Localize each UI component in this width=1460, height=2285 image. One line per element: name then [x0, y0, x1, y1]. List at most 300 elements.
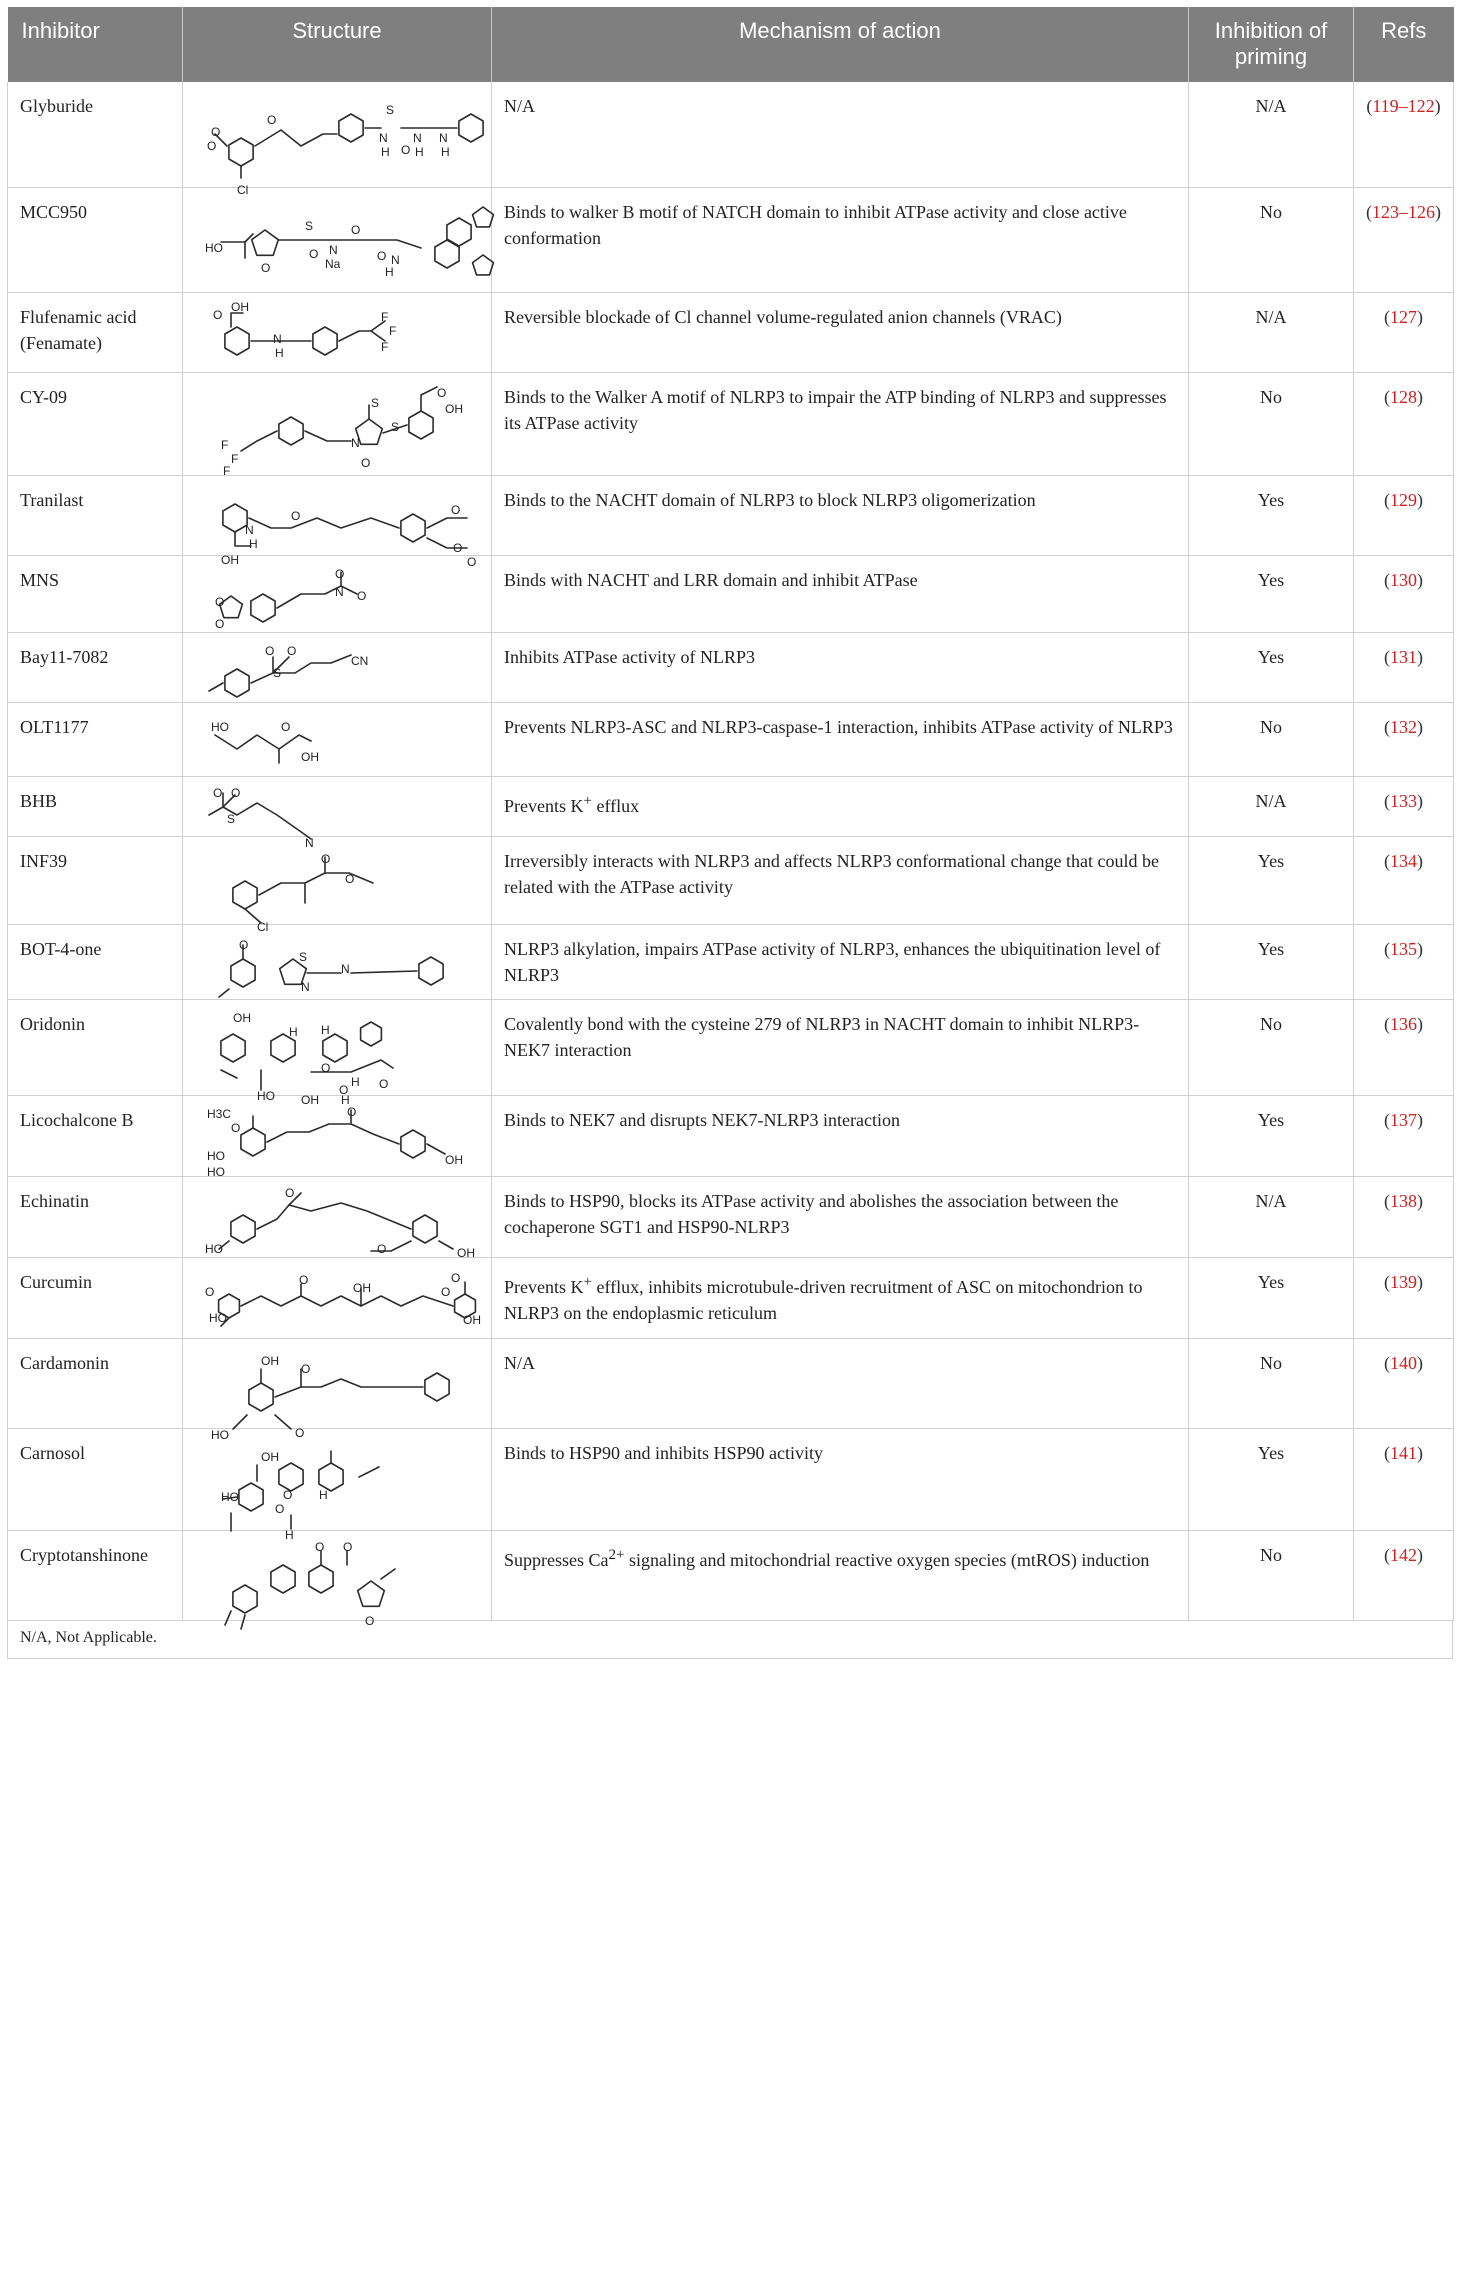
ring-bond — [419, 957, 443, 985]
atom-label: O — [275, 1501, 285, 1516]
structure-cell — [183, 702, 492, 776]
atom-label: S — [305, 218, 314, 233]
chemical-structure — [191, 843, 483, 934]
ring-bond — [435, 240, 459, 268]
atom-label: O — [321, 851, 331, 866]
inhibitor-name: BHB — [8, 776, 183, 836]
atom-label: OH — [301, 1092, 319, 1107]
atom-label: Cl — [257, 919, 269, 934]
priming-cell: Yes — [1189, 555, 1354, 632]
ref-cell: (127) — [1354, 292, 1454, 372]
chemical-structure — [191, 379, 483, 478]
ref-cell: (128) — [1354, 372, 1454, 475]
chain-bond — [351, 971, 417, 973]
structure-cell — [183, 187, 492, 292]
header-inhibitor: Inhibitor — [8, 7, 183, 82]
mechanism-text: Suppresses Ca — [504, 1549, 609, 1570]
mechanism-cell: Binds to HSP90, blocks its ATPase activity and abolishes the association between the cochaperone SGT1 and HSP90-NLRP3 — [492, 1176, 1189, 1257]
atom-label: S — [273, 665, 282, 680]
chain-bond — [339, 321, 385, 341]
atom-label: O — [365, 1613, 375, 1628]
inhibitor-name: INF39 — [8, 836, 183, 924]
mechanism-cell — [492, 1257, 1189, 1338]
mechanism-cell: Binds to the Walker A motif of NLRP3 to impair the ATP binding of NLRP3 and suppresses its ATPase activity — [492, 372, 1189, 475]
inhibitor-name: MNS — [8, 555, 183, 632]
ref-cell: (130) — [1354, 555, 1454, 632]
atom-label: HO — [205, 240, 223, 255]
atom-label: N — [245, 522, 254, 537]
ring-bond — [225, 327, 249, 355]
atom-label: O — [315, 1539, 325, 1554]
ref-link[interactable]: 133 — [1390, 790, 1417, 811]
atom-label: H — [275, 345, 284, 360]
mechanism-cell: Binds to NEK7 and disrupts NEK7-NLRP3 interaction — [492, 1095, 1189, 1176]
mechanism-cell: Binds to walker B motif of NATCH domain to inhibit ATPase activity and close active conformation — [492, 187, 1189, 292]
chain-bond — [289, 1203, 411, 1229]
chain-bond — [231, 313, 243, 327]
ref-link[interactable]: 119–122 — [1372, 96, 1435, 116]
chain-bond — [275, 1379, 423, 1397]
atom-label: S — [391, 419, 400, 434]
priming-cell: N/A — [1189, 82, 1354, 187]
ring-bond — [252, 230, 279, 255]
atom-label: O — [441, 1284, 451, 1299]
atom-label: O — [287, 643, 297, 658]
ring-bond — [361, 1022, 382, 1046]
chain-bond — [259, 873, 373, 895]
atom-label: O — [357, 588, 367, 603]
atom-label: S — [371, 395, 380, 410]
atom-label: H — [289, 1024, 298, 1039]
chemical-structure — [191, 639, 483, 701]
atom-label: O — [295, 1425, 305, 1440]
atom-label: O — [309, 246, 319, 261]
atom-label: O — [347, 1104, 357, 1119]
ref-link[interactable]: 142 — [1390, 1544, 1417, 1565]
atom-label: O — [231, 785, 241, 800]
atom-label: OH — [457, 1245, 475, 1260]
chain-bond — [209, 683, 223, 691]
atom-label: O — [265, 643, 275, 658]
atom-label: O — [239, 937, 249, 952]
table-row — [8, 1176, 1454, 1257]
atom-label: HO — [207, 1164, 225, 1179]
atom-label: OH — [261, 1353, 279, 1368]
atom-label: O — [215, 594, 225, 609]
ref-link[interactable]: 123–126 — [1372, 201, 1435, 222]
atom-label: F — [231, 451, 239, 466]
structure-cell — [183, 999, 492, 1107]
atom-label: O — [437, 385, 447, 400]
atom-label: S — [299, 949, 308, 964]
priming-cell: N/A — [1189, 776, 1354, 836]
chain-bond — [421, 387, 437, 411]
atom-label: OH — [221, 552, 239, 567]
ring-bond — [251, 594, 275, 622]
atom-label: O — [261, 260, 271, 275]
chain-bond — [215, 735, 311, 749]
inhibitor-name: BOT-4-one — [8, 924, 183, 999]
chemical-structure — [191, 482, 483, 569]
atom-label: OH — [231, 299, 249, 314]
structure-cell — [183, 1338, 492, 1442]
ring-bond — [323, 1034, 347, 1062]
ring-bond — [473, 207, 494, 227]
atom-label: H — [441, 145, 450, 159]
structure-cell — [183, 1092, 492, 1179]
atom-label: OH — [261, 1449, 279, 1464]
atom-label: N — [413, 131, 422, 145]
priming-cell: Yes — [1189, 1257, 1354, 1338]
chain-bond — [209, 803, 311, 839]
ref-cell: (134) — [1354, 836, 1454, 924]
table-row — [8, 1257, 1454, 1338]
structure-cell — [183, 82, 492, 197]
table-row — [8, 372, 1454, 475]
mechanism-cell: Irreversibly interacts with NLRP3 and affects NLRP3 conformational change that could be related with the ATPase activity — [492, 836, 1189, 924]
atom-label: H — [319, 1487, 328, 1502]
chemical-structure — [191, 1183, 483, 1260]
mechanism-cell: Binds to the NACHT domain of NLRP3 to block NLRP3 oligomerization — [492, 475, 1189, 555]
inhibitor-name: Tranilast — [8, 475, 183, 555]
inhibitor-name: Cryptotanshinone — [8, 1530, 183, 1620]
mechanism-cell: NLRP3 alkylation, impairs ATPase activity of NLRP3, enhances the ubiquitination level of NLRP3 — [492, 924, 1189, 999]
mechanism-cell: Binds to HSP90 and inhibits HSP90 activity — [492, 1428, 1189, 1530]
atom-label: N — [335, 584, 344, 599]
ring-bond — [401, 1130, 425, 1158]
atom-label: OH — [233, 1010, 251, 1025]
chemical-structure — [191, 1537, 483, 1628]
atom-label: OH — [301, 749, 319, 764]
ref-link[interactable]: 141 — [1390, 1442, 1417, 1463]
atom-label: O — [301, 1361, 311, 1376]
inhibitor-name: Bay11-7082 — [8, 632, 183, 702]
chain-bond — [381, 1569, 395, 1579]
chain-bond — [255, 130, 337, 146]
inhibitor-name: Flufenamic acid (Fenamate) — [8, 292, 183, 372]
ring-bond — [233, 1585, 257, 1613]
atom-label: H — [351, 1074, 360, 1089]
atom-label: N — [391, 252, 400, 267]
atom-label: O — [267, 113, 277, 127]
chain-bond — [251, 655, 351, 683]
atom-label: O — [451, 1270, 461, 1285]
ref-link[interactable]: 127 — [1390, 306, 1417, 327]
mechanism-cell: Prevents NLRP3-ASC and NLRP3-caspase-1 interaction, inhibits ATPase activity of NLRP3 — [492, 702, 1189, 776]
atom-label: O — [283, 1487, 293, 1502]
atom-label: N — [379, 131, 388, 145]
chain-bond — [439, 1241, 453, 1249]
ref-cell: (136) — [1354, 999, 1454, 1095]
chemical-structure — [191, 194, 483, 291]
chain-bond — [241, 1296, 453, 1306]
priming-cell: Yes — [1189, 1095, 1354, 1176]
inhibitor-name: Cardamonin — [8, 1338, 183, 1428]
chain-bond — [241, 431, 277, 451]
structure-cell — [183, 552, 492, 632]
chain-bond — [249, 518, 399, 528]
ref-link[interactable]: 132 — [1390, 716, 1417, 737]
chemical-structure — [191, 88, 483, 197]
atom-label: O — [377, 248, 387, 263]
priming-cell: Yes — [1189, 1428, 1354, 1530]
atom-label: CN — [351, 653, 369, 668]
chemical-structure — [191, 783, 483, 850]
atom-label: O — [339, 1082, 349, 1097]
inhibitor-name: Curcumin — [8, 1257, 183, 1338]
mechanism-text: efflux, inhibits microtubule-driven recruitment of ASC on mitochondrion to NLRP3 on the endoplasmic reticulum — [504, 1276, 1143, 1323]
ref-link[interactable]: 136 — [1390, 1013, 1417, 1034]
atom-label: S — [386, 103, 395, 117]
priming-cell: Yes — [1189, 836, 1354, 924]
priming-cell: Yes — [1189, 632, 1354, 702]
ref-cell: (131) — [1354, 632, 1454, 702]
atom-label: N — [341, 961, 350, 976]
mechanism-cell: N/A — [492, 82, 1189, 187]
ref-link[interactable]: 139 — [1390, 1271, 1417, 1292]
ring-bond — [319, 1463, 343, 1491]
priming-cell: N/A — [1189, 292, 1354, 372]
chemical-structure — [191, 931, 483, 998]
atom-label: O — [345, 871, 355, 886]
ref-link[interactable]: 128 — [1390, 386, 1417, 407]
ref-link[interactable]: 131 — [1390, 646, 1417, 667]
atom-label: N — [351, 435, 360, 450]
priming-cell: No — [1189, 1338, 1354, 1428]
header-priming: Inhibition of priming — [1189, 7, 1354, 82]
atom-label: O — [231, 1120, 241, 1135]
ref-link[interactable]: 137 — [1390, 1109, 1417, 1130]
mechanism-superscript: + — [583, 1273, 592, 1290]
atom-label: HO — [211, 1427, 229, 1442]
chain-bond — [267, 1124, 399, 1144]
chain-bond — [275, 1415, 291, 1429]
mechanism-cell — [492, 776, 1189, 836]
structure-cell — [183, 1425, 492, 1542]
chemical-structure — [191, 1435, 483, 1542]
chemical-structure — [191, 1264, 483, 1337]
atom-label: OH — [353, 1280, 371, 1295]
table-row — [8, 475, 1454, 555]
atom-label: O — [343, 1539, 353, 1554]
atom-label: O — [285, 1185, 295, 1200]
ref-cell: (142) — [1354, 1530, 1454, 1620]
inhibitor-name: OLT1177 — [8, 702, 183, 776]
ref-cell: (140) — [1354, 1338, 1454, 1428]
header-structure: Structure — [183, 7, 492, 82]
atom-label: O — [453, 540, 463, 555]
table-row — [8, 82, 1454, 187]
mechanism-cell: Binds with NACHT and LRR domain and inhibit ATPase — [492, 555, 1189, 632]
chain-bond — [427, 518, 467, 528]
atom-label: OH — [445, 1152, 463, 1167]
ref-link[interactable]: 134 — [1390, 850, 1417, 871]
chemical-structure — [191, 709, 483, 775]
ring-bond — [221, 1034, 245, 1062]
chemical-structure — [191, 1345, 483, 1442]
ref-cell: (141) — [1354, 1428, 1454, 1530]
ring-bond — [239, 1483, 263, 1511]
inhibitor-table — [7, 7, 1454, 1628]
atom-label: H — [249, 536, 258, 551]
atom-label: O — [281, 719, 291, 734]
structure-cell — [183, 924, 492, 999]
table-row — [8, 555, 1454, 632]
mechanism-text: efflux — [591, 795, 640, 816]
ring-bond — [223, 504, 247, 532]
table-row — [8, 1428, 1454, 1530]
structure-cell — [183, 1257, 492, 1338]
atom-label: H3C — [207, 1106, 232, 1121]
atom-label: HO — [207, 1148, 225, 1163]
ring-bond — [356, 419, 383, 444]
ring-bond — [401, 514, 425, 542]
ref-cell: (132) — [1354, 702, 1454, 776]
priming-cell: No — [1189, 1530, 1354, 1620]
atom-label: N — [273, 331, 282, 346]
atom-label: F — [381, 339, 389, 354]
ref-link[interactable]: 130 — [1390, 569, 1417, 590]
atom-label: HO — [205, 1241, 223, 1256]
ring-bond — [225, 669, 249, 697]
chain-bond — [279, 240, 421, 248]
atom-label: H — [321, 1022, 330, 1037]
ref-link[interactable]: 135 — [1390, 938, 1417, 959]
table-row — [8, 999, 1454, 1095]
atom-label: O — [321, 1060, 331, 1075]
atom-label: H — [415, 145, 424, 159]
atom-label: O — [211, 125, 221, 139]
atom-label: O — [451, 502, 461, 517]
atom-label: F — [221, 437, 229, 452]
ring-bond — [229, 138, 253, 166]
mechanism-cell: Reversible blockade of Cl channel volume-regulated anion channels (VRAC) — [492, 292, 1189, 372]
table-row — [8, 1095, 1454, 1176]
priming-cell: No — [1189, 702, 1354, 776]
atom-label: O — [377, 1241, 387, 1256]
table-row — [8, 776, 1454, 836]
atom-label: HO — [209, 1310, 227, 1325]
ring-bond — [279, 417, 303, 445]
atom-label: HO — [211, 719, 229, 734]
priming-cell: No — [1189, 187, 1354, 292]
ref-cell: (135) — [1354, 924, 1454, 999]
atom-label: F — [381, 309, 389, 324]
chain-bond — [305, 431, 351, 441]
mechanism-text: signaling and mitochondrial reactive oxygen species (mtROS) induction — [624, 1549, 1150, 1570]
structure-cell — [183, 292, 492, 372]
atom-label: O — [467, 554, 477, 569]
ring-bond — [233, 881, 257, 909]
document-page — [7, 7, 1453, 1659]
atom-label: H — [341, 1092, 350, 1107]
inhibitor-name: MCC950 — [8, 187, 183, 292]
atom-label: N — [439, 131, 448, 145]
atom-label: H — [385, 264, 394, 279]
ring-bond — [231, 1215, 255, 1243]
ring-bond — [313, 327, 337, 355]
atom-label: H — [285, 1527, 294, 1542]
atom-label: HO — [257, 1088, 275, 1103]
structure-cell — [183, 1527, 492, 1628]
header-refs: Refs — [1354, 7, 1454, 82]
atom-label: OH — [463, 1312, 481, 1327]
atom-label: N — [305, 835, 314, 850]
priming-cell: No — [1189, 999, 1354, 1095]
atom-label: S — [227, 811, 236, 826]
table-row — [8, 924, 1454, 999]
atom-label: Cl — [237, 183, 249, 197]
priming-cell: No — [1189, 372, 1354, 475]
ref-link[interactable]: 129 — [1390, 489, 1417, 510]
mechanism-cell: Inhibits ATPase activity of NLRP3 — [492, 632, 1189, 702]
atom-label: O — [401, 143, 411, 157]
atom-label: O — [215, 616, 225, 631]
table-footnote: N/A, Not Applicable. — [7, 1621, 1453, 1659]
atom-label: N — [329, 242, 338, 257]
mechanism-text: Prevents K — [504, 795, 584, 816]
mechanism-superscript: + — [583, 792, 592, 809]
inhibitor-name: Oridonin — [8, 999, 183, 1095]
chain-bond — [359, 1467, 379, 1477]
structure-cell — [183, 776, 492, 850]
atom-label: O — [299, 1272, 309, 1287]
inhibitor-name: Glyburide — [8, 82, 183, 187]
chain-bond — [221, 234, 253, 242]
ring-bond — [459, 114, 483, 142]
structure-cell — [183, 372, 492, 478]
ring-bond — [339, 114, 363, 142]
ring-bond — [271, 1565, 295, 1593]
atom-label: HO — [221, 1489, 239, 1504]
inhibitor-name: Carnosol — [8, 1428, 183, 1530]
ref-cell: (133) — [1354, 776, 1454, 836]
atom-label: O — [205, 1284, 215, 1299]
table-row — [8, 702, 1454, 776]
atom-label: N — [301, 979, 310, 994]
atom-label: O — [361, 455, 371, 470]
chain-bond — [427, 1144, 445, 1154]
atom-label: O — [291, 508, 301, 523]
atom-label: OH — [445, 401, 463, 416]
ref-link[interactable]: 140 — [1390, 1352, 1417, 1373]
structure-cell — [183, 1176, 492, 1260]
chemical-structure — [191, 1102, 483, 1179]
mechanism-text: Prevents K — [504, 1276, 584, 1297]
table-row — [8, 836, 1454, 924]
structure-cell — [183, 632, 492, 702]
table-row — [8, 1338, 1454, 1428]
chemical-structure — [191, 562, 483, 631]
inhibitor-name: Licochalcone B — [8, 1095, 183, 1176]
atom-label: O — [207, 139, 217, 153]
priming-cell: N/A — [1189, 1176, 1354, 1257]
ref-link[interactable]: 138 — [1390, 1190, 1417, 1211]
ref-cell: (137) — [1354, 1095, 1454, 1176]
header-mechanism: Mechanism of action — [492, 7, 1189, 82]
mechanism-cell: N/A — [492, 1338, 1189, 1428]
table-row — [8, 187, 1454, 292]
ring-bond — [241, 1128, 265, 1156]
atom-label: O — [213, 785, 223, 800]
ref-cell: (123–126) — [1354, 187, 1454, 292]
atom-label: H — [381, 145, 390, 159]
chemical-structure — [191, 299, 483, 371]
chain-bond — [233, 1415, 247, 1429]
atom-label: F — [389, 323, 397, 338]
ref-cell: (119–122) — [1354, 82, 1454, 187]
atom-label: O — [351, 222, 361, 237]
